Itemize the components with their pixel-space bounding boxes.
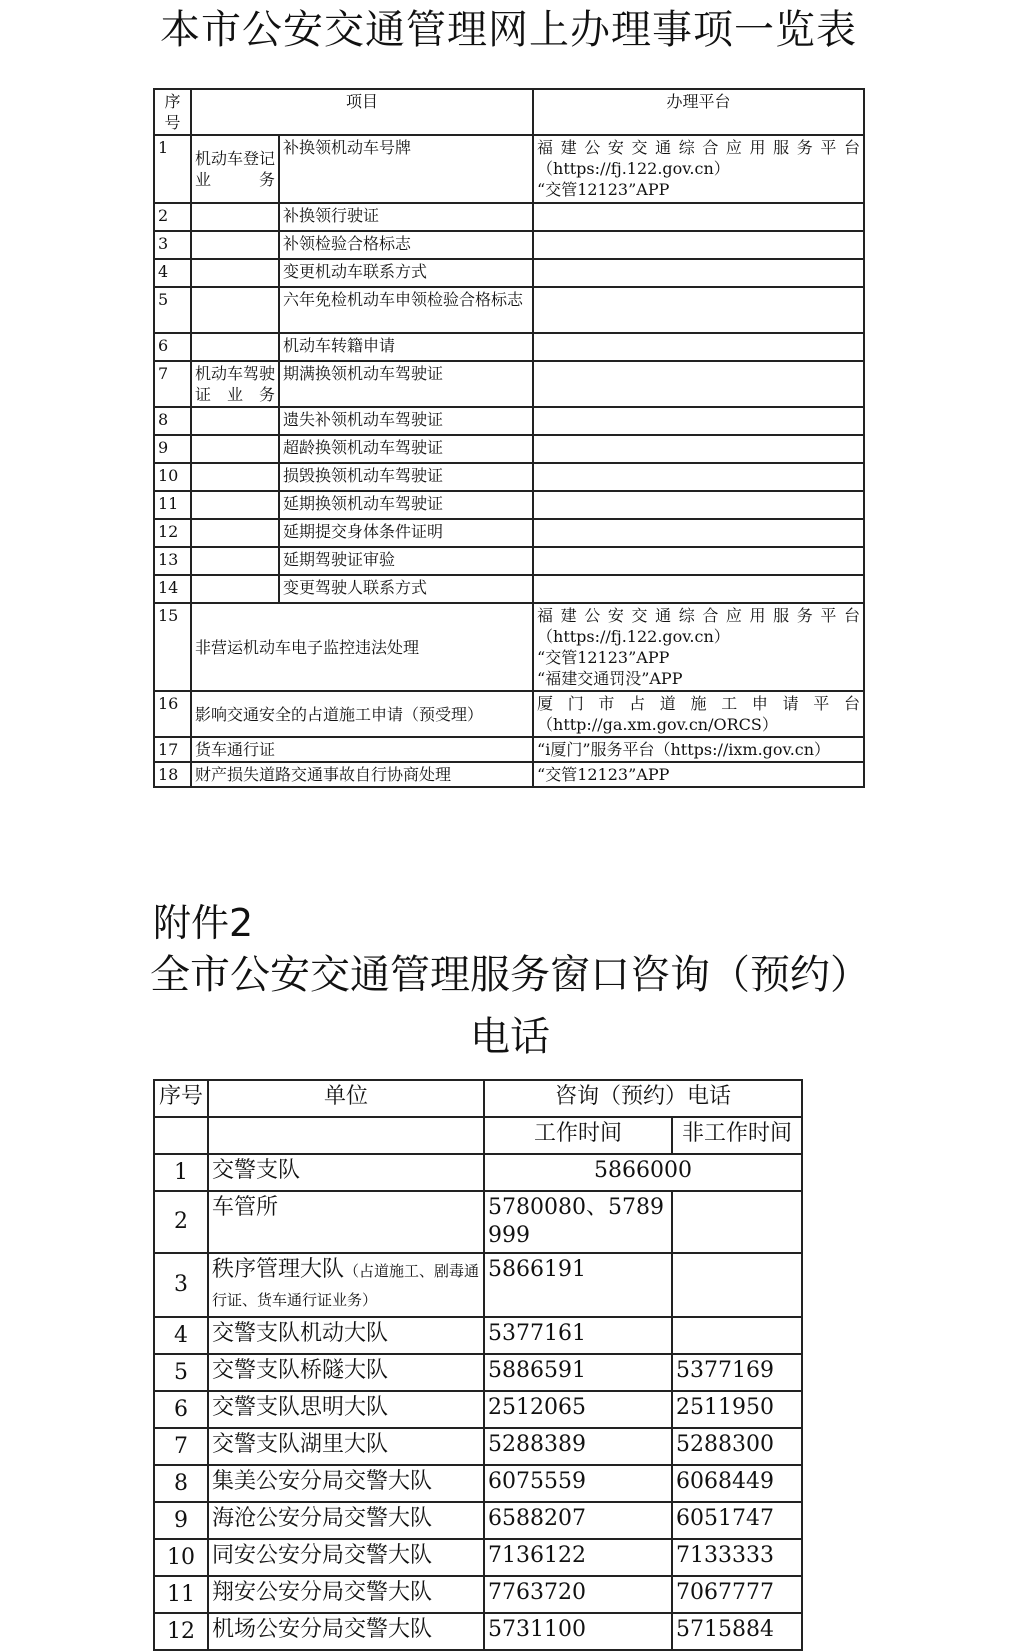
row-seq: 8 — [154, 1465, 208, 1502]
row-seq: 18 — [154, 762, 191, 787]
group-cell — [191, 491, 279, 519]
table-row — [154, 231, 864, 259]
row-unit-note: （占道施工、剧毒通行证、货车通行证业务） — [212, 1262, 480, 1309]
row-work-phone: 2512065 — [484, 1391, 672, 1428]
row-work-phone: 6075559 — [484, 1465, 672, 1502]
row-seq: 9 — [154, 1502, 208, 1539]
group-label-license: 机动车驾驶证业务 — [191, 361, 279, 407]
phone-table — [153, 1079, 803, 1651]
row-seq: 17 — [154, 737, 191, 762]
table-row — [154, 1391, 802, 1428]
row-nonwork-phone: 5715884 — [672, 1613, 802, 1650]
row-platform — [533, 361, 864, 407]
group-cell — [191, 407, 279, 435]
row-work-phone: 5780080、5789999 — [484, 1191, 672, 1253]
row-unit: 集美公安分局交警大队 — [208, 1465, 484, 1502]
group-cell — [191, 519, 279, 547]
row-unit: 交警支队机动大队 — [208, 1317, 484, 1354]
row-unit: 秩序管理大队（占道施工、剧毒通行证、货车通行证业务） — [208, 1253, 484, 1317]
row-seq: 3 — [154, 1253, 208, 1317]
row-seq: 12 — [154, 1613, 208, 1650]
table-row — [154, 1253, 802, 1317]
row-platform: 福建公安交通综合应用服务平台 （https://fj.122.gov.cn） “交管12123”APP “福建交通罚没”APP — [533, 603, 864, 691]
table-row — [154, 762, 864, 787]
header-nonwork-time: 非工作时间 — [672, 1117, 802, 1154]
row-work-phone: 7136122 — [484, 1539, 672, 1576]
row-seq: 13 — [154, 547, 191, 575]
row-platform: 福建公安交通综合应用服务平台 （https://fj.122.gov.cn） “交管12123”APP — [533, 135, 864, 203]
row-item: 变更驾驶人联系方式 — [279, 575, 533, 603]
row-seq: 2 — [154, 203, 191, 231]
table-row — [154, 1502, 802, 1539]
row-work-phone: 5731100 — [484, 1613, 672, 1650]
table-header-row — [154, 1080, 802, 1117]
row-item: 补换领行驶证 — [279, 203, 533, 231]
table-row — [154, 547, 864, 575]
row-item: 遗失补领机动车驾驶证 — [279, 407, 533, 435]
row-platform — [533, 463, 864, 491]
table-row — [154, 407, 864, 435]
table-row — [154, 691, 864, 737]
row-item: 延期换领机动车驾驶证 — [279, 491, 533, 519]
table-row — [154, 203, 864, 231]
row-platform — [533, 547, 864, 575]
row-seq: 6 — [154, 333, 191, 361]
group-cell — [191, 231, 279, 259]
table-row — [154, 1154, 802, 1191]
row-platform — [533, 231, 864, 259]
table-row — [154, 491, 864, 519]
row-nonwork-phone: 7133333 — [672, 1539, 802, 1576]
row-seq: 1 — [154, 1154, 208, 1191]
row-nonwork-phone: 5377169 — [672, 1354, 802, 1391]
row-item: 非营运机动车电子监控违法处理 — [191, 603, 533, 691]
row-unit: 交警支队 — [208, 1154, 484, 1191]
row-platform — [533, 491, 864, 519]
row-seq: 2 — [154, 1191, 208, 1253]
row-seq: 6 — [154, 1391, 208, 1428]
header-unit: 单位 — [208, 1080, 484, 1117]
row-platform — [533, 575, 864, 603]
row-seq: 10 — [154, 463, 191, 491]
row-nonwork-phone: 5288300 — [672, 1428, 802, 1465]
group-cell — [191, 259, 279, 287]
row-seq: 9 — [154, 435, 191, 463]
row-seq: 7 — [154, 361, 191, 407]
header-work-time: 工作时间 — [484, 1117, 672, 1154]
header-phone: 咨询（预约）电话 — [484, 1080, 802, 1117]
header-empty — [154, 1117, 208, 1154]
row-platform: “i厦门”服务平台（https://ixm.gov.cn） — [533, 737, 864, 762]
row-seq: 12 — [154, 519, 191, 547]
row-seq: 16 — [154, 691, 191, 737]
row-unit: 交警支队湖里大队 — [208, 1428, 484, 1465]
row-seq: 3 — [154, 231, 191, 259]
group-cell — [191, 547, 279, 575]
header-seq: 序号 — [154, 1080, 208, 1117]
header-empty — [208, 1117, 484, 1154]
row-item: 延期驾驶证审验 — [279, 547, 533, 575]
row-nonwork-phone — [672, 1317, 802, 1354]
row-platform — [533, 259, 864, 287]
row-unit: 车管所 — [208, 1191, 484, 1253]
row-nonwork-phone: 6068449 — [672, 1465, 802, 1502]
row-unit: 交警支队桥隧大队 — [208, 1354, 484, 1391]
row-seq: 5 — [154, 1354, 208, 1391]
row-nonwork-phone: 2511950 — [672, 1391, 802, 1428]
row-item: 机动车转籍申请 — [279, 333, 533, 361]
row-seq: 5 — [154, 287, 191, 333]
table-row — [154, 1539, 802, 1576]
table-row — [154, 333, 864, 361]
table-row — [154, 737, 864, 762]
table-row — [154, 1191, 802, 1253]
table-row — [154, 135, 864, 203]
row-unit: 机场公安分局交警大队 — [208, 1613, 484, 1650]
row-platform — [533, 435, 864, 463]
row-platform: 厦门市占道施工申请平台 （http://ga.xm.gov.cn/ORCS） — [533, 691, 864, 737]
table-row — [154, 1317, 802, 1354]
row-work-phone: 6588207 — [484, 1502, 672, 1539]
row-seq: 7 — [154, 1428, 208, 1465]
row-item: 六年免检机动车申领检验合格标志 — [279, 287, 533, 333]
annex-label: 附件2 — [153, 901, 254, 945]
row-item: 变更机动车联系方式 — [279, 259, 533, 287]
row-item: 补换领机动车号牌 — [279, 135, 533, 203]
row-item: 财产损失道路交通事故自行协商处理 — [191, 762, 533, 787]
row-platform — [533, 287, 864, 333]
group-cell — [191, 435, 279, 463]
section-title: 全市公安交通管理服务窗口咨询（预约）电话 — [150, 952, 870, 1060]
header-seq: 序号 — [154, 89, 191, 135]
table-row — [154, 361, 864, 407]
table-row — [154, 463, 864, 491]
group-cell — [191, 463, 279, 491]
row-platform: “交管12123”APP — [533, 762, 864, 787]
row-unit: 同安公安分局交警大队 — [208, 1539, 484, 1576]
table-row — [154, 1613, 802, 1650]
row-item: 损毁换领机动车驾驶证 — [279, 463, 533, 491]
table-row — [154, 1428, 802, 1465]
row-unit: 海沧公安分局交警大队 — [208, 1502, 484, 1539]
group-cell — [191, 203, 279, 231]
row-phone: 5866000 — [484, 1154, 802, 1191]
row-platform — [533, 203, 864, 231]
row-seq: 10 — [154, 1539, 208, 1576]
row-seq: 14 — [154, 575, 191, 603]
table-row — [154, 1354, 802, 1391]
table-row — [154, 287, 864, 333]
row-item: 期满换领机动车驾驶证 — [279, 361, 533, 407]
row-item: 影响交通安全的占道施工申请（预受理） — [191, 691, 533, 737]
row-nonwork-phone — [672, 1253, 802, 1317]
table-row — [154, 1465, 802, 1502]
row-nonwork-phone: 7067777 — [672, 1576, 802, 1613]
table-row — [154, 259, 864, 287]
row-seq: 11 — [154, 1576, 208, 1613]
row-platform — [533, 519, 864, 547]
row-item: 补领检验合格标志 — [279, 231, 533, 259]
header-item: 项目 — [191, 89, 533, 135]
row-work-phone: 5377161 — [484, 1317, 672, 1354]
row-seq: 8 — [154, 407, 191, 435]
row-item: 超龄换领机动车驾驶证 — [279, 435, 533, 463]
group-label-vehicle: 机动车登记业务 — [191, 135, 279, 203]
row-work-phone: 7763720 — [484, 1576, 672, 1613]
row-platform — [533, 333, 864, 361]
table-row — [154, 575, 864, 603]
row-work-phone: 5288389 — [484, 1428, 672, 1465]
table-header-row — [154, 1117, 802, 1154]
row-item: 货车通行证 — [191, 737, 533, 762]
table-row — [154, 519, 864, 547]
group-cell — [191, 333, 279, 361]
table-row — [154, 1576, 802, 1613]
row-nonwork-phone — [672, 1191, 802, 1253]
row-work-phone: 5886591 — [484, 1354, 672, 1391]
row-seq: 15 — [154, 603, 191, 691]
row-item: 延期提交身体条件证明 — [279, 519, 533, 547]
table-row — [154, 435, 864, 463]
row-nonwork-phone: 6051747 — [672, 1502, 802, 1539]
group-cell — [191, 575, 279, 603]
row-unit: 交警支队思明大队 — [208, 1391, 484, 1428]
table-header-row — [154, 89, 864, 135]
table-row — [154, 603, 864, 691]
row-unit: 翔安公安分局交警大队 — [208, 1576, 484, 1613]
group-cell — [191, 287, 279, 333]
row-work-phone: 5866191 — [484, 1253, 672, 1317]
row-seq: 1 — [154, 135, 191, 203]
row-seq: 4 — [154, 1317, 208, 1354]
row-seq: 4 — [154, 259, 191, 287]
online-services-table — [153, 88, 865, 788]
page-title: 本市公安交通管理网上办理事项一览表 — [160, 7, 857, 53]
row-seq: 11 — [154, 491, 191, 519]
header-platform: 办理平台 — [533, 89, 864, 135]
row-platform — [533, 407, 864, 435]
